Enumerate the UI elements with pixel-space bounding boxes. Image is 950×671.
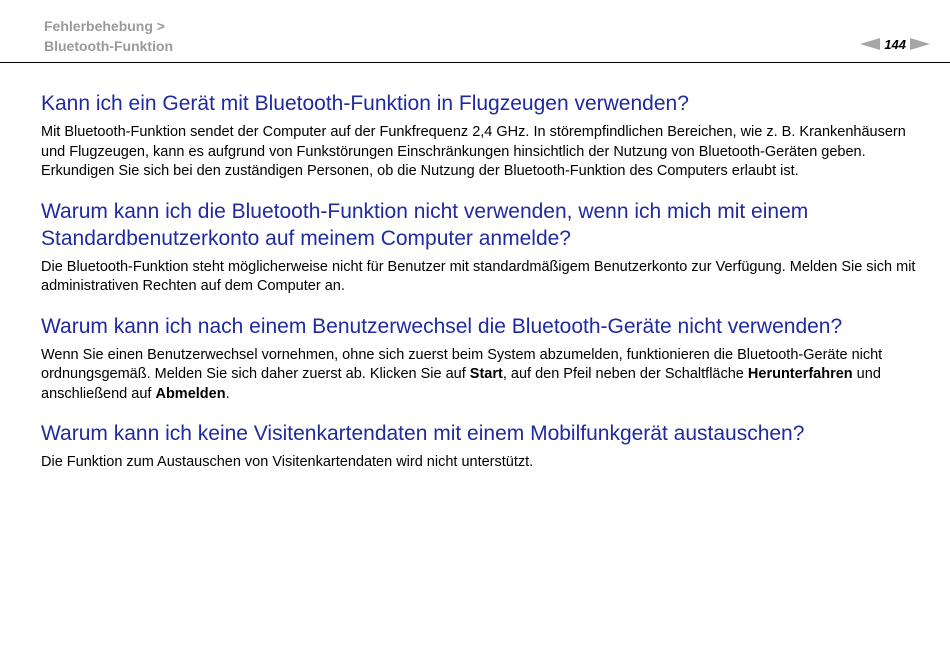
breadcrumb	[44, 16, 173, 56]
faq-section-standard-account	[41, 198, 921, 297]
section-body: Mit Bluetooth-Funktion sendet der Computer auf der Funkfrequenz 2,4 GHz. In störempfindlichen Bereichen, wie z. B. Krankenhäusern und Flugzeugen, kann es aufgrund von Funkstörungen Einschränkungen hinsichtlich der Nutzung von Bluetooth-Geräten geben. Erkundigen Sie sich bei den zuständigen Personen, ob die Nutzung der Bluetooth-Funktion des Computers erlaubt ist.	[41, 124, 906, 179]
page-navigation	[860, 36, 930, 52]
section-body: Die Bluetooth-Funktion steht möglicherweise nicht für Benutzer mit standardmäßigem Benutzerkonto zur Verfügung. Melden Sie sich mit administrativen Rechten auf dem Computer an.	[41, 258, 916, 294]
body-text: .	[225, 385, 230, 402]
faq-section-airplane	[41, 90, 921, 182]
section-heading: Warum kann ich keine Visitenkartendaten mit einem Mobilfunkgerät austauschen?	[41, 422, 805, 445]
breadcrumb-current: Bluetooth-Funktion	[44, 38, 174, 54]
next-page-arrow-icon[interactable]	[910, 38, 930, 50]
faq-section-user-switch	[41, 313, 921, 405]
previous-page-arrow-icon[interactable]	[860, 38, 880, 50]
faq-section-business-cards	[41, 420, 921, 473]
section-body	[41, 346, 921, 405]
breadcrumb-parent[interactable]: Fehlerbehebung >	[44, 18, 165, 34]
main-content	[41, 90, 921, 489]
section-heading: Warum kann ich die Bluetooth-Funktion nicht verwenden, wenn ich mich mit einem Standardbenutzerkonto auf meinem Computer anmelde?	[41, 199, 809, 250]
shutdown-label: Herunterfahren	[747, 366, 853, 382]
section-heading: Warum kann ich nach einem Benutzerwechsel die Bluetooth-Geräte nicht verwenden?	[41, 314, 843, 338]
header-divider	[0, 62, 950, 63]
section-heading: Kann ich ein Gerät mit Bluetooth-Funktion in Flugzeugen verwenden?	[41, 92, 689, 115]
section-body: Die Funktion zum Austauschen von Visitenkartendaten wird nicht unterstützt.	[41, 454, 534, 470]
logoff-label: Abmelden	[155, 385, 226, 402]
body-text: und anschließend auf	[41, 366, 881, 402]
body-text: , auf den Pfeil neben der Schaltfläche	[502, 366, 748, 382]
body-text: Wenn Sie einen Benutzerwechsel vornehmen, ohne sich zuerst beim System abzumelden, funktionieren die Bluetooth-Geräte nicht ordnungsgemäß. Melden Sie sich daher zuerst ab. Klicken Sie auf	[41, 346, 883, 382]
page-number: 144	[884, 36, 906, 52]
start-label: Start	[469, 366, 503, 382]
